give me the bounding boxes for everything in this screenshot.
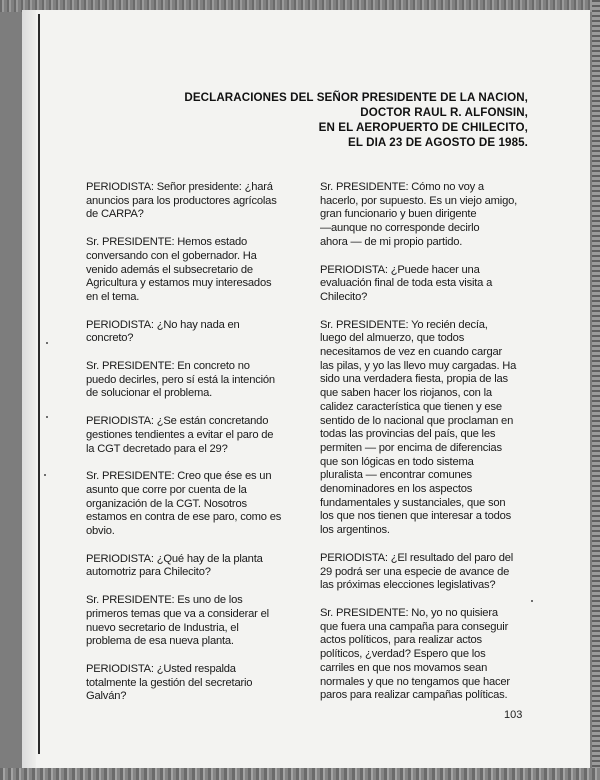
binding-line bbox=[38, 14, 40, 754]
scan-speck bbox=[44, 474, 46, 476]
scan-speck bbox=[531, 600, 533, 602]
left-column bbox=[86, 181, 286, 718]
scan-speck bbox=[46, 342, 48, 344]
title-line: EN EL AEROPUERTO DE CHILECITO, bbox=[318, 121, 528, 134]
interview-paragraph: Sr. PRESIDENTE: Yo recién decía, luego del almuerzo, que todos necesitamos de vez en cuando cargar las pilas, y yo las llevo muy cargadas. Ha sido una verdadera fiesta, propia de las que saben hacer los riojanos, con la calidez característica que tienen y ese sentido de lo nacional que proclaman en todas las provincias del país, que les permiten — por encima de diferencias que son lógicas en todo sistema pluralista — encontrar comunes denominadores en los aspectos fundamentales y sustanciales, que son los que nos tienen que interesar a todos los argentinos. bbox=[320, 318, 517, 537]
interview-paragraph: PERIODISTA: Señor presidente: ¿hará anuncios para los productores agrícolas de CARPA? bbox=[86, 181, 277, 221]
document-title bbox=[180, 90, 528, 150]
title-line: DOCTOR RAUL R. ALFONSIN, bbox=[360, 106, 528, 119]
right-column bbox=[320, 181, 526, 717]
interview-paragraph: PERIODISTA: ¿Qué hay de la planta automotriz para Chilecito? bbox=[86, 552, 263, 579]
scan-speck bbox=[46, 416, 48, 418]
interview-paragraph: Sr. PRESIDENTE: Hemos estado conversando con el gobernador. Ha venido además el subsecretario de Agricultura y estamos muy interesados en el tema. bbox=[86, 236, 272, 303]
interview-paragraph: PERIODISTA: ¿Se están concretando gestiones tendientes a evitar el paro de la CGT decretado para el 29? bbox=[86, 415, 274, 455]
interview-paragraph: PERIODISTA: ¿El resultado del paro del 29 podrá ser una especie de avance de las próximas elecciones legislativas? bbox=[320, 551, 514, 592]
interview-paragraph: Sr. PRESIDENTE: Cómo no voy a hacerlo, por supuesto. Es un viejo amigo, gran funcionario y buen dirigente —aunque no corresponde decirlo ahora — de mi propio partido. bbox=[320, 181, 518, 248]
interview-paragraph: Sr. PRESIDENTE: En concreto no puedo decirles, pero sí está la intención de solucionar el problema. bbox=[86, 360, 275, 400]
binding-shadow bbox=[22, 10, 36, 768]
interview-paragraph: PERIODISTA: ¿No hay nada en concreto? bbox=[86, 318, 240, 345]
interview-paragraph: Sr. PRESIDENTE: Es uno de los primeros temas que va a considerar el nuevo secretario de Industria, el problema de esa nueva planta. bbox=[86, 594, 269, 648]
interview-paragraph: Sr. PRESIDENTE: Creo que ése es un asunto que corre por cuenta de la organización de la CGT. Nosotros estamos en contra de ese paro, como es obvio. bbox=[86, 470, 282, 538]
title-line: EL DIA 23 DE AGOSTO DE 1985. bbox=[348, 136, 528, 149]
interview-paragraph: PERIODISTA: ¿Puede hacer una evaluación final de toda esta visita a Chilecito? bbox=[320, 263, 493, 303]
interview-paragraph: Sr. PRESIDENTE: No, yo no quisiera que fuera una campaña para conseguir actos políticos, para realizar actos políticos, ¿verdad? Espero que los carriles en que nos movamos sean normales y que no tengamos que hacer paros para realizar campañas políticas. bbox=[320, 606, 510, 702]
scan-bottom-edge bbox=[0, 768, 600, 780]
page-number: 103 bbox=[504, 709, 523, 721]
title-line: DECLARACIONES DEL SEÑOR PRESIDENTE DE LA NACION, bbox=[184, 91, 528, 104]
interview-paragraph: PERIODISTA: ¿Usted respalda totalmente la gestión del secretario Galván? bbox=[86, 662, 253, 703]
scan-right-edge bbox=[592, 0, 600, 780]
